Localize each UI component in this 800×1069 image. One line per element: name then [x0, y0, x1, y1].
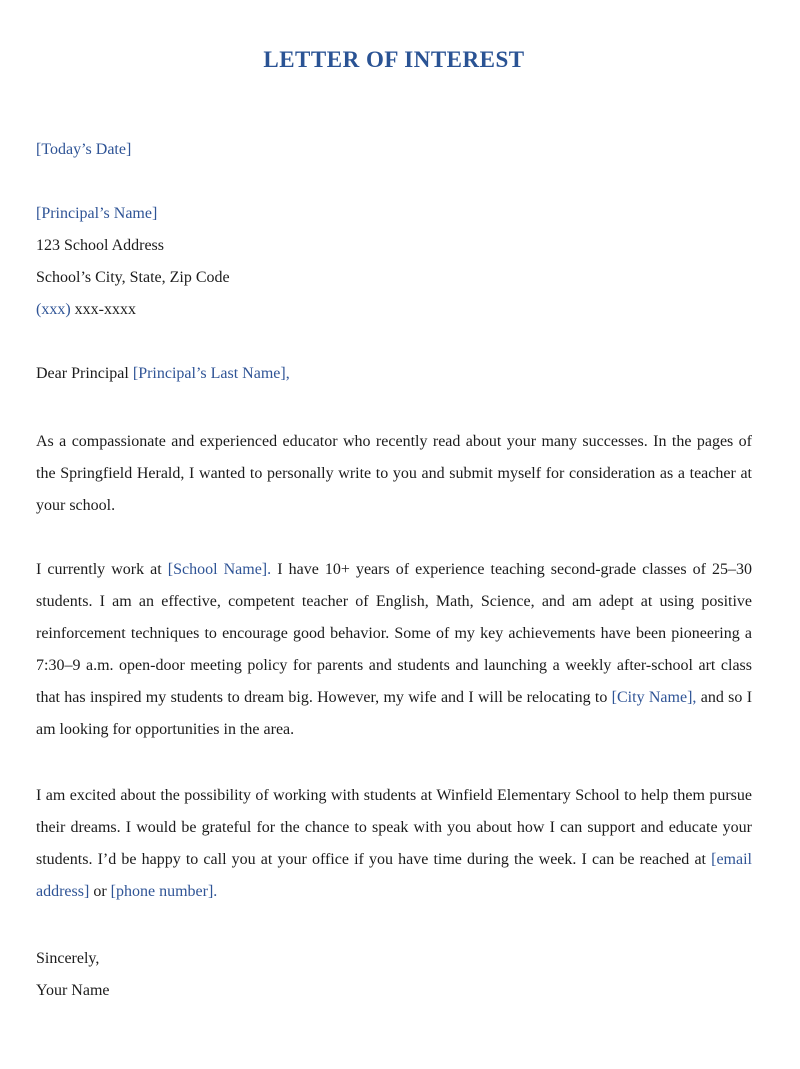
- school-name-placeholder-field[interactable]: [School Name].: [167, 561, 272, 578]
- phone-number-rest: xxx-xxxx: [70, 301, 136, 318]
- email-address-placeholder-field[interactable]: [email address]: [36, 851, 752, 900]
- recipient-address-line2: School’s City, State, Zip Code: [36, 269, 230, 286]
- phone-number-placeholder-field[interactable]: [phone number].: [110, 883, 218, 900]
- page-title: LETTER OF INTEREST: [263, 47, 525, 72]
- paragraph-intro: As a compassionate and experienced educator who recently read about your many successes. In the pages of the Springfield Herald, I wanted to personally write to you and submit myself for consideration as a teacher at your school.: [36, 433, 752, 514]
- principal-name-placeholder-field[interactable]: [Principal’s Name]: [36, 205, 158, 222]
- closing-part2: or: [89, 883, 111, 900]
- salutation-line: [36, 358, 752, 390]
- paragraph-experience: [36, 554, 752, 746]
- paragraph-closing: [36, 780, 752, 908]
- closing-part1: I am excited about the possibility of working with students at Winfield Elementary School to help them pursue their dreams. I would be grateful for the chance to speak with you about how I can support and educate your students. I’d be happy to call you at your office if you have time during the week. I can be reached at: [36, 787, 752, 868]
- city-name-placeholder-field[interactable]: [City Name],: [611, 689, 697, 706]
- date-placeholder-field[interactable]: [Today’s Date]: [36, 141, 132, 158]
- principal-last-name-placeholder-field[interactable]: [Principal’s Last Name],: [132, 365, 290, 382]
- experience-part1: I currently work at: [36, 561, 168, 578]
- sign-off-closing: Sincerely,: [36, 950, 100, 967]
- experience-part2: I have 10+ years of experience teaching second-grade classes of 25–30 students. I am an effective, competent teacher of English, Math, Science, and am adept at using positive reinforcement techniques to encourage good behavior. Some of my key achievements have been pioneering a 7:30–9 a.m. open-door meeting policy for parents and students and launching a weekly after-school art class that has inspired my students to dream big. However, my wife and I will be relocating to: [36, 561, 752, 706]
- salutation-prefix: Dear Principal: [36, 365, 133, 382]
- experience-part3: and so I am looking for opportunities in the area.: [36, 689, 753, 738]
- sign-off-signature: Your Name: [36, 982, 110, 999]
- phone-area-code-placeholder-field[interactable]: (xxx): [36, 301, 71, 318]
- recipient-address-line1: 123 School Address: [36, 237, 164, 254]
- recipient-phone-line: [36, 294, 752, 326]
